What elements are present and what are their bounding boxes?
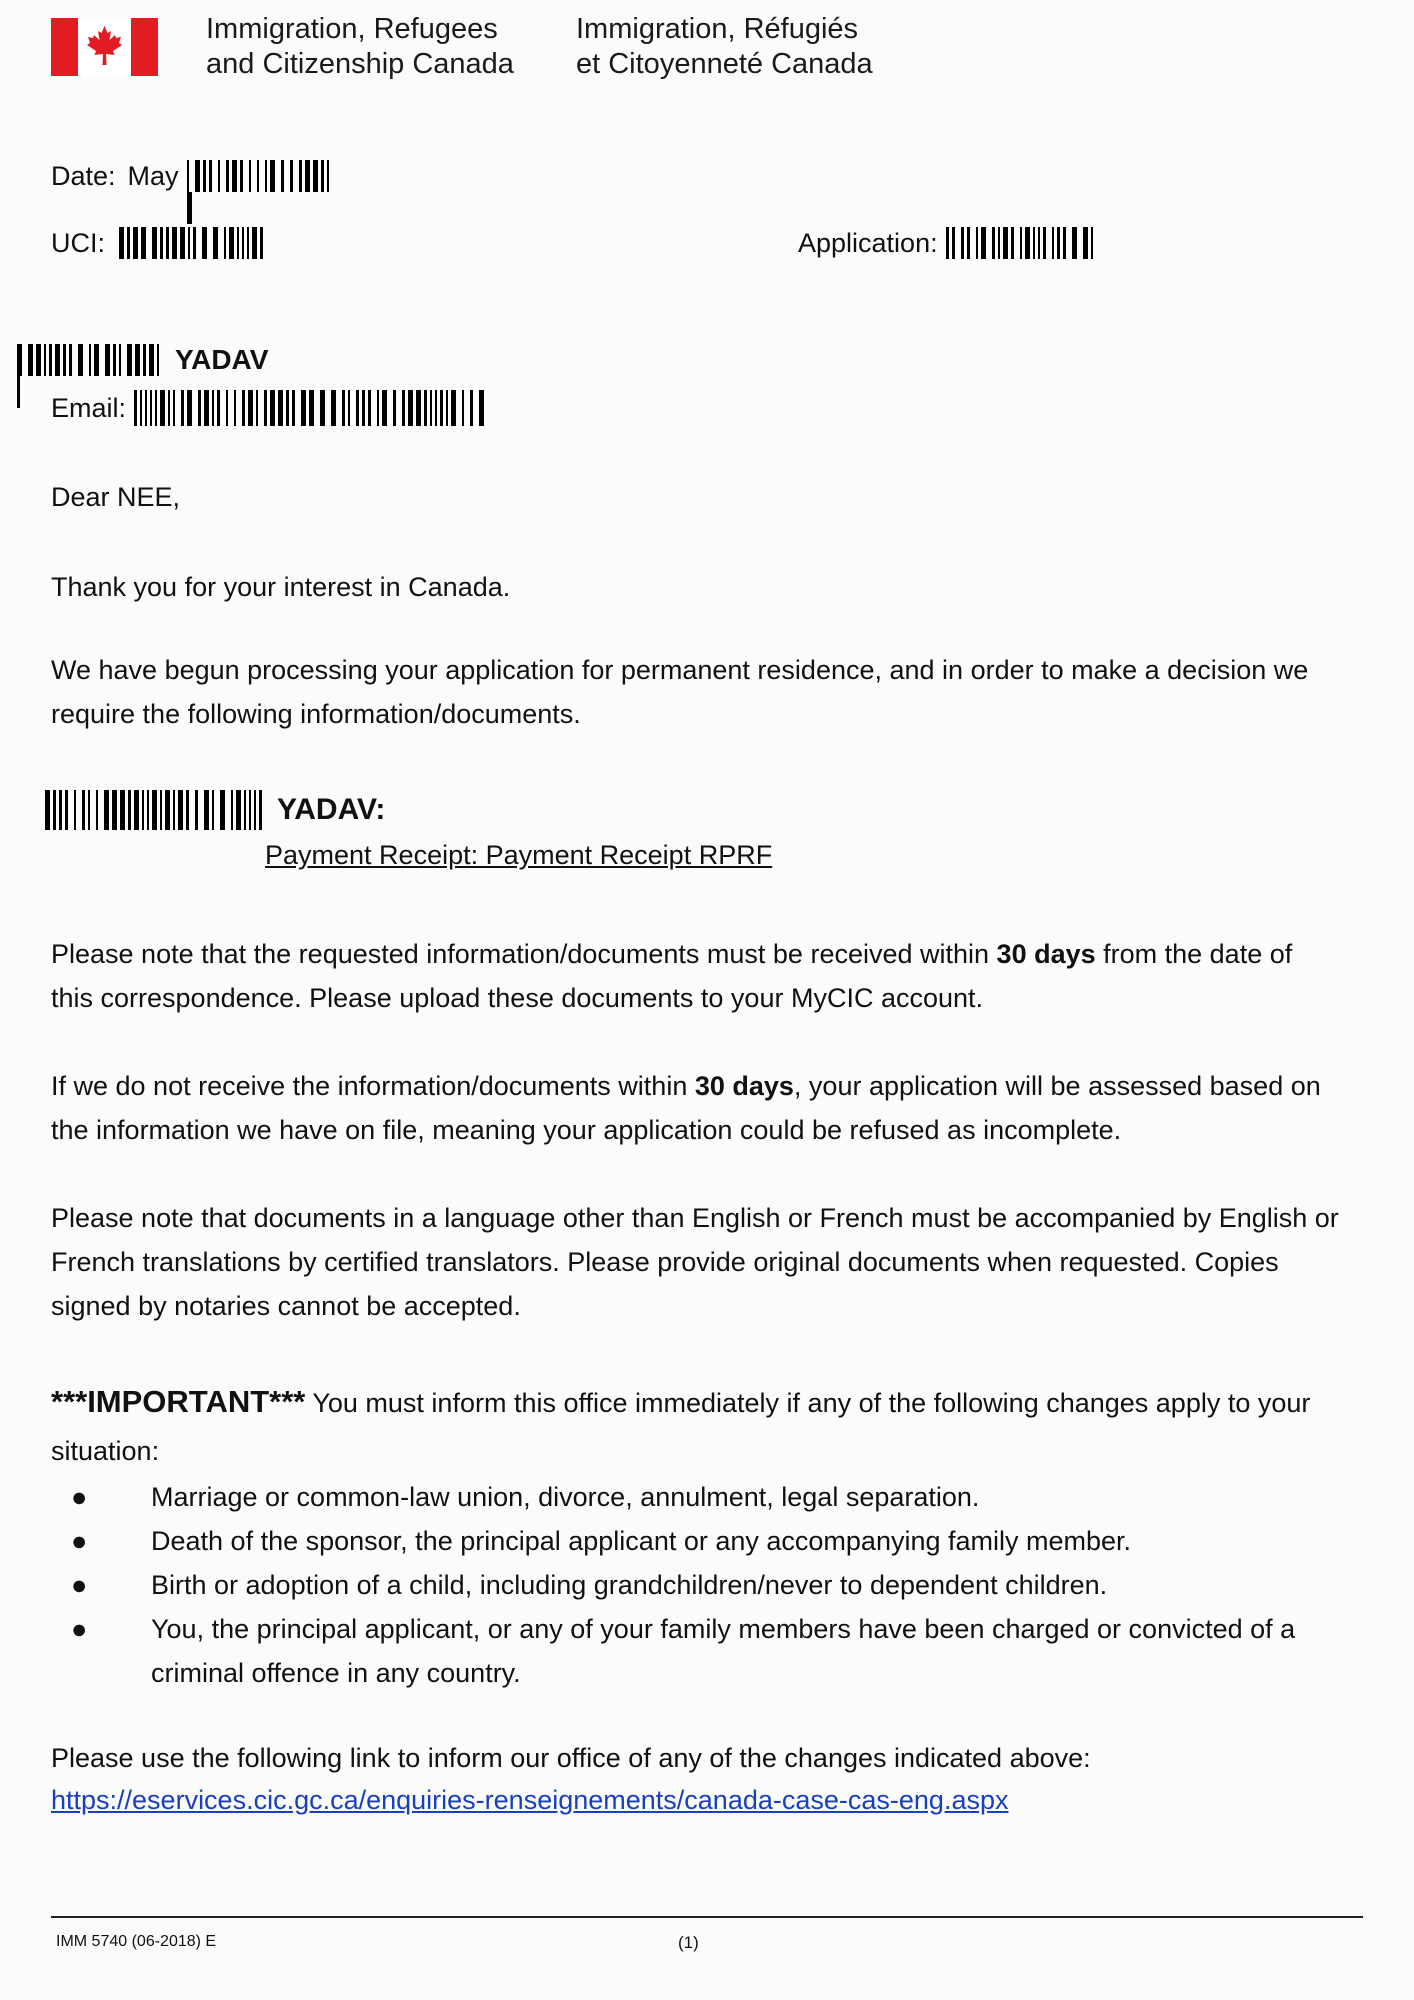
barcode-bar (226, 390, 228, 426)
bullet-icon: ● (71, 1526, 88, 1556)
barcode-bar (17, 376, 20, 408)
barcode-bar (1011, 227, 1014, 259)
barcode-bar (967, 227, 970, 259)
list-item-text: Birth or adoption of a child, including grandchildren/never to dependent children. (151, 1570, 1108, 1600)
barcode-bar (65, 790, 68, 830)
barcode-bar (180, 227, 185, 259)
barcode-bar (204, 390, 209, 426)
barcode-bar (249, 160, 251, 192)
barcode-bar (17, 344, 22, 376)
barcode-bar (244, 790, 246, 830)
requested-document: Payment Receipt: Payment Receipt RPRF (265, 840, 773, 870)
barcode-bar (181, 390, 184, 426)
recipient-surname: YADAV (175, 344, 269, 375)
barcode-bar (173, 790, 175, 830)
canada-flag-icon (51, 18, 158, 76)
barcode-bar (240, 160, 243, 192)
barcode-bar (160, 390, 165, 426)
barcode-bar (226, 160, 229, 192)
barcode-bar (257, 160, 259, 192)
barcode-bar (430, 390, 432, 426)
barcode-bar (209, 160, 212, 192)
paragraph-thanks: Thank you for your interest in Canada. (51, 572, 511, 602)
barcode-bar (128, 790, 131, 830)
barcode-bar (165, 790, 170, 830)
barcode-bar (1020, 227, 1022, 259)
email-field (51, 390, 490, 426)
barcode-bar (69, 344, 72, 376)
barcode-bar (992, 227, 995, 259)
barcode-bar (237, 227, 239, 259)
barcode-bar (212, 790, 214, 830)
barcode-bar (260, 227, 263, 259)
barcode-bar (249, 790, 251, 830)
barcode-bar (301, 390, 306, 426)
barcode-bar (152, 227, 157, 259)
barcode-bar (94, 344, 99, 376)
barcode-bar (1038, 227, 1040, 259)
barcode-bar (220, 790, 225, 830)
barcode-bar (356, 390, 359, 426)
barcode-bar (1052, 227, 1054, 259)
barcode-bar (150, 390, 152, 426)
barcode-bar (202, 227, 207, 259)
barcode-bar (147, 790, 149, 830)
barcode-bar (309, 390, 314, 426)
barcode-bar (470, 390, 473, 426)
barcode-bar (82, 790, 85, 830)
redacted-email-barcode (134, 390, 490, 426)
barcode-bar (36, 344, 41, 376)
barcode-bar (224, 227, 226, 259)
uci-field (51, 227, 269, 259)
barcode-bar (479, 390, 484, 426)
barcode-bar (327, 160, 329, 192)
redacted-applicant-barcode (45, 790, 269, 830)
refusal-days: 30 days (694, 1071, 794, 1101)
barcode-bar (120, 790, 125, 830)
barcode-bar (234, 390, 236, 426)
barcode-bar (286, 390, 289, 426)
barcode-bar (28, 344, 33, 376)
barcode-bar (212, 390, 214, 426)
barcode-bar (382, 390, 387, 426)
barcode-bar (143, 344, 146, 376)
deadline-text-a: Please note that the requested information/documents must be received within (51, 939, 997, 969)
barcode-bar (49, 344, 52, 376)
barcode-bar (55, 344, 60, 376)
barcode-bar (160, 790, 162, 830)
barcode-bar (166, 227, 169, 259)
barcode-bar (204, 790, 209, 830)
barcode-bar (1091, 227, 1093, 259)
deadline-text-b: from the date of this correspondence. Please upload these documents to your MyCIC account. (51, 939, 1293, 1013)
barcode-bar (256, 390, 258, 426)
barcode-bar (242, 390, 245, 426)
barcode-bar (113, 344, 116, 376)
barcode-bar (998, 227, 1000, 259)
paragraph-translations: Please note that documents in a language other than English or French must be accompanied by English or French translations by certified translators. Please provide original documents when requested. Copies signed by notaries cannot be accepted. (51, 1203, 1339, 1321)
barcode-bar (186, 790, 189, 830)
refusal-text-a: If we do not receive the information/documents within (51, 1071, 695, 1101)
barcode-bar (187, 160, 189, 192)
barcode-bar (134, 790, 139, 830)
date-field (51, 160, 337, 192)
page-number: (1) (678, 1933, 699, 1952)
barcode-bar (198, 390, 201, 426)
barcode-bar (1063, 227, 1066, 259)
redacted-name-barcode (17, 344, 167, 376)
barcode-bar (320, 390, 325, 426)
department-name-fr: Immigration, Réfugiés et Citoyenneté Canada (576, 13, 873, 80)
barcode-bar (416, 390, 421, 426)
barcode-bar (270, 390, 275, 426)
barcode-bar (105, 344, 110, 376)
enquiries-link[interactable]: https://eservices.cic.gc.ca/enquiries-renseignements/canada-case-cas-eng.aspx (51, 1785, 1009, 1815)
barcode-bar (149, 344, 154, 376)
barcode-bar (231, 790, 233, 830)
barcode-bar (74, 790, 76, 830)
barcode-bar (946, 227, 949, 259)
application-field (798, 227, 1096, 259)
barcode-bar (236, 790, 241, 830)
barcode-bar (451, 390, 456, 426)
uci-label: UCI: (51, 228, 105, 258)
barcode-bar (290, 160, 293, 192)
barcode-bar (377, 390, 379, 426)
barcode-bar (140, 390, 142, 426)
barcode-bar (141, 227, 146, 259)
recipient-name (17, 344, 268, 376)
department-name-en: Immigration, Refugees and Citizenship Canada (206, 13, 514, 80)
paragraph-deadline (51, 932, 1341, 1020)
barcode-bar (63, 344, 66, 376)
application-label: Application: (798, 228, 938, 258)
barcode-bar (299, 160, 302, 192)
barcode-bar (134, 390, 137, 426)
barcode-bar (402, 390, 405, 426)
barcode-bar (127, 227, 130, 259)
barcode-bar (1003, 227, 1008, 259)
barcode-bar (393, 390, 396, 426)
redacted-application-barcode (946, 227, 1096, 259)
barcode-bar (331, 390, 336, 426)
date-month: May (127, 161, 179, 191)
list-item (51, 1563, 1341, 1607)
barcode-bar (213, 227, 218, 259)
barcode-bar (961, 227, 964, 259)
barcode-bar (187, 192, 192, 224)
barcode-bar (1072, 227, 1077, 259)
barcode-bar (248, 390, 253, 426)
barcode-bar (119, 344, 121, 376)
paragraph-refusal (51, 1064, 1341, 1152)
paragraph-link-intro: Please use the following link to inform our office of any of the changes indicated above: (51, 1743, 1091, 1773)
barcode-bar (195, 790, 198, 830)
barcode-bar (265, 160, 267, 192)
deadline-days: 30 days (996, 939, 1096, 969)
barcode-bar (157, 344, 159, 376)
bullet-icon: ● (71, 1614, 88, 1644)
barcode-bar (292, 390, 295, 426)
barcode-bar (362, 390, 365, 426)
email-label: Email: (51, 393, 127, 423)
redacted-uci-barcode (119, 227, 269, 259)
barcode-bar (178, 790, 183, 830)
barcode-bar (259, 790, 262, 830)
barcode-bar (152, 790, 157, 830)
barcode-bar (44, 344, 46, 376)
barcode-bar (203, 160, 206, 192)
barcode-bar (127, 344, 132, 376)
barcode-bar (188, 227, 190, 259)
barcode-bar (278, 390, 283, 426)
barcode-bar (981, 227, 986, 259)
barcode-bar (368, 390, 371, 426)
barcode-bar (408, 390, 413, 426)
barcode-bar (195, 160, 200, 192)
barcode-bar (1033, 227, 1035, 259)
barcode-bar (217, 390, 220, 426)
barcode-bar (252, 227, 257, 259)
barcode-bar (59, 790, 62, 830)
barcode-bar (348, 390, 350, 426)
barcode-bar (112, 790, 117, 830)
barcode-bar (135, 344, 140, 376)
barcode-bar (440, 390, 443, 426)
barcode-bar (218, 160, 220, 192)
barcode-bar (193, 227, 196, 259)
barcode-bar (119, 227, 124, 259)
barcode-bar (462, 390, 464, 426)
salutation: Dear NEE, (51, 482, 181, 512)
redacted-date-barcode (187, 160, 337, 192)
barcode-bar (155, 390, 157, 426)
date-label: Date: (51, 161, 116, 191)
barcode-bar (424, 390, 427, 426)
barcode-bar (173, 390, 175, 426)
form-code: IMM 5740 (06-2018) E (56, 1933, 217, 1950)
barcode-bar (247, 227, 249, 259)
barcode-bar (187, 390, 192, 426)
barcode-bar (104, 790, 109, 830)
barcode-bar (446, 390, 448, 426)
barcode-bar (435, 390, 437, 426)
barcode-bar (53, 790, 56, 830)
barcode-bar (242, 227, 244, 259)
barcode-bar (78, 344, 83, 376)
barcode-bar (145, 390, 147, 426)
barcode-bar (342, 390, 345, 426)
list-item-text: You, the principal applicant, or any of your family members have been charged or convicted of a criminal offence in any country. (151, 1614, 1296, 1688)
barcode-bar (313, 160, 318, 192)
barcode-bar (88, 790, 90, 830)
barcode-bar (1025, 227, 1030, 259)
barcode-bar (229, 227, 234, 259)
barcode-bar (305, 160, 310, 192)
paragraph-processing: We have begun processing your application for permanent residence, and in order to make a decision we require the following information/documents. (51, 655, 1309, 729)
applicant-surname: YADAV: (277, 793, 386, 826)
list-item-text: Marriage or common-law union, divorce, annulment, legal separation. (151, 1482, 980, 1512)
list-item (51, 1475, 1341, 1519)
bullet-icon: ● (71, 1570, 88, 1600)
barcode-bar (952, 227, 955, 259)
barcode-bar (1057, 227, 1060, 259)
barcode-bar (281, 160, 284, 192)
important-heading: ***IMPORTANT*** (51, 1384, 306, 1419)
barcode-bar (160, 227, 163, 259)
bullet-icon: ● (71, 1482, 88, 1512)
refusal-text-b: , your application will be assessed based on the information we have on file, meaning your application could be refused as incomplete. (51, 1071, 1321, 1145)
important-notice (51, 1378, 1341, 1475)
barcode-bar (254, 790, 256, 830)
barcode-bar (89, 344, 91, 376)
list-item-text: Death of the sponsor, the principal applicant or any accompanying family member. (151, 1526, 1132, 1556)
barcode-bar (1083, 227, 1088, 259)
barcode-bar (142, 790, 144, 830)
applicant-name (45, 790, 385, 830)
barcode-bar (45, 790, 50, 830)
barcode-bar (172, 227, 177, 259)
barcode-bar (96, 790, 98, 830)
barcode-bar (232, 160, 237, 192)
barcode-bar (270, 160, 275, 192)
barcode-bar (976, 227, 978, 259)
barcode-bar (321, 160, 324, 192)
barcode-bar (264, 390, 267, 426)
barcode-bar (1043, 227, 1046, 259)
list-item (51, 1519, 1341, 1563)
barcode-bar (168, 390, 170, 426)
footer-divider (51, 1916, 1363, 1918)
list-item (51, 1607, 1341, 1695)
barcode-bar (133, 227, 138, 259)
changes-list (51, 1475, 1341, 1695)
important-text: You must inform this office immediately if any of the following changes apply to your situation: (51, 1388, 1311, 1466)
